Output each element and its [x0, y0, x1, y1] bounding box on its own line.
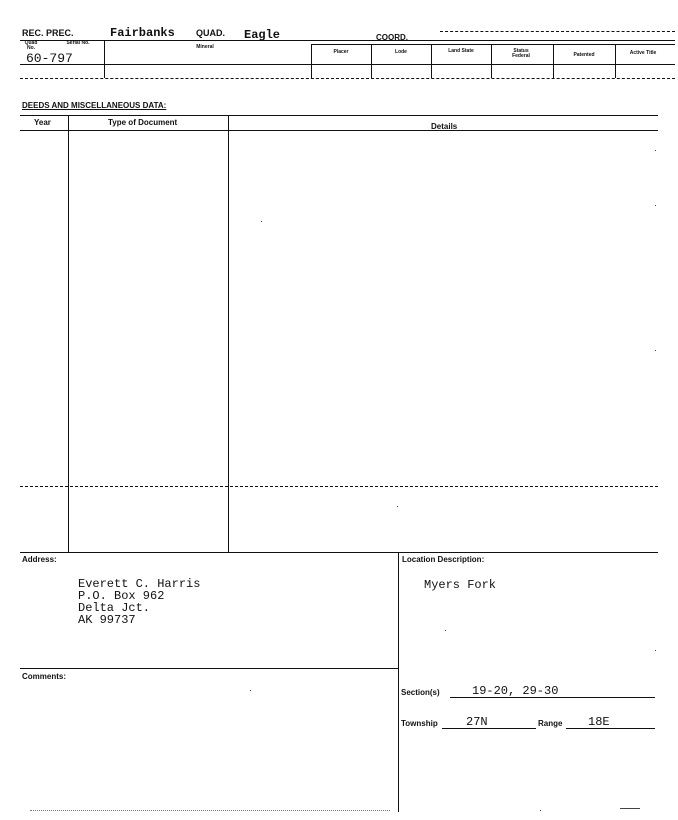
- land-state-label: Land State: [448, 48, 474, 54]
- col-details-header: Details: [431, 122, 458, 131]
- quad-serial-value: 60-797: [26, 51, 73, 66]
- township-label: Township: [401, 719, 438, 728]
- header-bottom-dashed-line: [20, 78, 675, 79]
- coord-label: COORD.: [376, 33, 408, 42]
- lower-column-divider: [398, 552, 399, 812]
- header-dashed-line: [440, 31, 675, 32]
- mineral-label: Mineral: [196, 44, 214, 50]
- location-description-value: Myers Fork: [424, 578, 497, 592]
- address-block: [78, 578, 200, 626]
- patented-label: Patented: [573, 52, 595, 58]
- lode-label: Lode: [395, 49, 407, 55]
- location-description-label: Location Description:: [402, 555, 485, 564]
- serial-no-label: Serial No.: [66, 40, 90, 46]
- col-year-header: Year: [34, 118, 51, 127]
- sections-label: Section(s): [401, 688, 440, 697]
- address-line-box: P.O. Box 962: [78, 589, 165, 603]
- placer-label: Placer: [333, 49, 349, 55]
- quad-value: Eagle: [244, 28, 281, 42]
- deeds-section-label: DEEDS AND MISCELLANEOUS DATA:: [22, 101, 167, 110]
- address-label: Address:: [22, 555, 57, 564]
- sections-value: 19-20, 29-30: [472, 684, 559, 698]
- range-label: Range: [538, 719, 563, 728]
- township-value: 27N: [466, 715, 488, 729]
- header-row-rule: [20, 40, 675, 41]
- active-title-label: Active Title: [629, 50, 657, 56]
- deeds-dashed-divider: [20, 486, 658, 487]
- quad-no-label: Quad No.: [24, 40, 38, 51]
- quad-label: QUAD.: [196, 28, 225, 38]
- rec-prec-label: REC. PREC.: [22, 28, 74, 38]
- address-line-name: Everett C. Harris: [78, 577, 201, 591]
- address-line-city: Delta Jct.: [78, 601, 151, 615]
- rec-prec-value: Fairbanks: [110, 26, 175, 40]
- comments-label: Comments:: [22, 672, 67, 681]
- range-value: 18E: [588, 715, 610, 729]
- status-federal-label: Status Federal: [512, 48, 530, 59]
- address-line-state-zip: AK 99737: [78, 613, 136, 627]
- col-type-header: Type of Document: [108, 118, 178, 127]
